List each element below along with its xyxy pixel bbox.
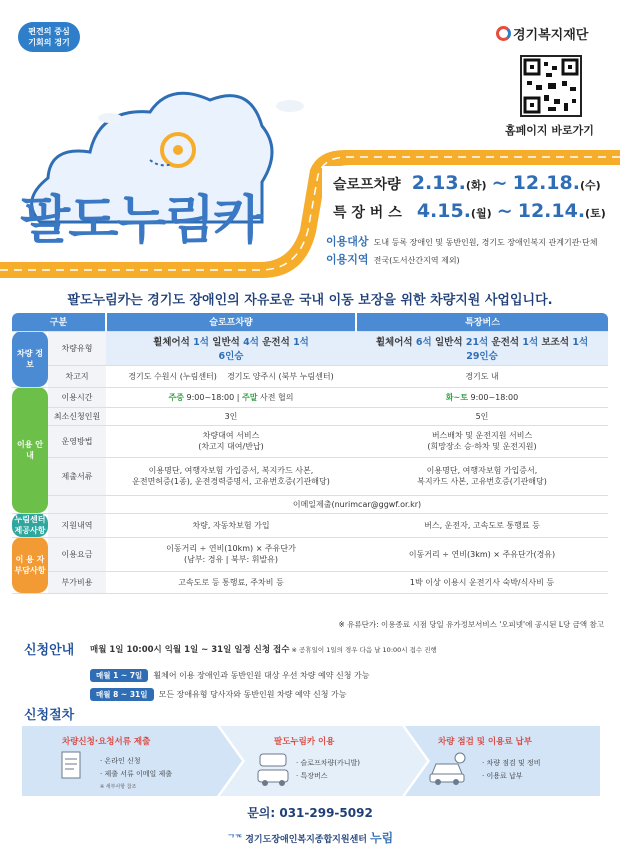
center-logo-mark: ᄀᄀᄃ xyxy=(226,835,243,845)
extra-bus: 1박 이상 이용시 운전기사 숙박/식사비 등 xyxy=(356,571,608,593)
type-slope: 휠체어석 1석 일반석 4석 운전석 1석 6인승 xyxy=(106,331,356,365)
method-bus: 버스배차 및 운전지원 서비스 (희망장소 승·하차 및 운전지원) xyxy=(356,425,608,457)
apply-title: 신청안내 xyxy=(24,643,75,658)
target-label: 이용대상 xyxy=(326,235,369,248)
support-slope: 차량, 자동차보험 가입 xyxy=(106,513,356,537)
col-slope: 슬로프차량 xyxy=(106,313,356,331)
qr-code-icon xyxy=(522,57,580,115)
cat-usage: 이용 안내 xyxy=(12,387,48,513)
slope-sep: ~ xyxy=(491,172,508,194)
slope-end: 12.18. xyxy=(512,172,580,194)
apply-text-1: 휠체어 이용 장애인과 동반인원 대상 우선 차량 예약 신청 가능 xyxy=(153,671,370,680)
step3-item2: · 이용료 납부 xyxy=(482,772,523,780)
target-text: 도내 등록 장애인 및 동반인원, 경기도 장애인복지 관계기관·단체 xyxy=(373,238,598,247)
slope-start-day: (화) xyxy=(465,179,487,192)
fee-bus: 이동거리 ÷ 연비(3km) × 주유단가(경유) xyxy=(356,537,608,571)
type-label: 차량유형 xyxy=(48,331,106,365)
step2-item1: · 슬로프차량(카니발) xyxy=(296,759,361,767)
qr-code[interactable] xyxy=(520,55,582,117)
method-label: 운영방법 xyxy=(48,425,106,457)
bus-sep: ~ xyxy=(496,200,513,222)
fee-label: 이용요금 xyxy=(48,537,106,571)
slope-start: 2.13. xyxy=(411,172,466,194)
apply-row-1 xyxy=(90,663,369,682)
bus-start: 4.15. xyxy=(416,200,471,222)
area-row xyxy=(326,248,460,267)
step1-item1: · 온라인 신청 xyxy=(100,757,141,765)
badge-line1: 편견의 중심 xyxy=(28,27,70,36)
badge-line2: 기회의 경기 xyxy=(28,38,70,47)
slope-schedule xyxy=(333,172,601,194)
car-check-icon xyxy=(428,752,468,786)
time-slope: 주중 9:00~18:00 | 주말 사전 협의 xyxy=(106,387,356,407)
min-label: 최소신청인원 xyxy=(48,407,106,425)
qr-label[interactable]: 홈페이지 바로가기 xyxy=(505,124,594,137)
service-table xyxy=(12,313,608,594)
target-row xyxy=(326,230,597,249)
min-bus: 5인 xyxy=(356,407,608,425)
cat-vehicle: 차량 정보 xyxy=(12,331,48,387)
process-title: 신청절차 xyxy=(24,708,75,723)
cat-fee: 이 용 자 부담사항 xyxy=(12,537,48,593)
page-title: 팔도누림카 xyxy=(20,191,262,251)
cat-center: 누림센터 제공사항 xyxy=(12,513,48,537)
bus-start-day: (월) xyxy=(470,207,492,220)
fuel-note: ※ 유류단가: 이용종료 시점 당일 유가정보서비스 '오피넷'에 공시된 L당 금액 참고 xyxy=(338,620,604,629)
method-slope: 차량대여 서비스 (차고지 대여/반납) xyxy=(106,425,356,457)
type-bus: 휠체어석 6석 일반석 21석 운전석 1석 보조석 1석 29인승 xyxy=(356,331,608,365)
docs-slope: 이용명단, 여행자보험 가입증서, 복지카드 사본, 운전면허증(1종), 운전경력증명서, 고유번호증(기관해당) xyxy=(106,457,356,495)
support-label: 지원내역 xyxy=(48,513,106,537)
garage-slope: 경기도 수원시 (누림센터) 경기도 양주시 (북부 누림센터) xyxy=(106,365,356,387)
time-label: 이용시간 xyxy=(48,387,106,407)
email-note: 이메일제출(nurimcar@ggwf.or.kr) xyxy=(106,495,608,513)
contact-phone[interactable]: 문의: 031-299-5092 xyxy=(247,806,373,820)
bus-label: 특 장 버 스 xyxy=(333,205,402,221)
apply-text-2: 모든 장애유형 당사자와 동반인원 차량 예약 신청 가능 xyxy=(158,690,347,699)
min-slope: 3인 xyxy=(106,407,356,425)
hero-banner xyxy=(0,0,620,285)
pill-late: 매월 8 ~ 31일 xyxy=(90,688,154,701)
footer-brand: 누림 xyxy=(370,831,394,845)
step1-item2: · 제출 서류 이메일 제출 xyxy=(100,770,172,778)
fee-slope: 이동거리 ÷ 연비(10km) × 주유단가 (남부: 경유 | 북부: 휘발유) xyxy=(106,537,356,571)
docs-bus: 이용명단, 여행자보험 가입증서, 복지카드 사본, 고유번호증(기관해당) xyxy=(356,457,608,495)
headline: 팔도누림카는 경기도 장애인의 자유로운 국내 이동 보장을 위한 차량지원 사업입니다. xyxy=(67,293,553,308)
step1-note: ※ 세부사항 참조 xyxy=(100,784,137,790)
footer-org: 경기도장애인복지종합지원센터 xyxy=(245,835,367,845)
apply-row-2 xyxy=(90,682,346,701)
garage-bus: 경기도 내 xyxy=(356,365,608,387)
area-label: 이용지역 xyxy=(326,253,369,266)
time-bus: 화~토 9:00~18:00 xyxy=(356,387,608,407)
foundation-logo-icon xyxy=(496,26,511,41)
pill-early: 매월 1 ~ 7일 xyxy=(90,669,148,682)
col-category: 구분 xyxy=(12,313,106,331)
document-icon xyxy=(60,750,86,782)
step2-item2: · 특장버스 xyxy=(296,772,328,780)
slope-end-day: (수) xyxy=(579,179,601,192)
garage-label: 차고지 xyxy=(48,365,106,387)
step2-title: 팔도누림카 이용 xyxy=(274,737,335,747)
area-text: 전국(도서산간지역 제외) xyxy=(373,256,460,265)
apply-main: 매월 1일 10:00시 익월 1일 ~ 31일 일정 신청 접수 ※ 공휴일이 1일의 경우 다음 날 10:00시 접수 진행 xyxy=(90,645,437,655)
vehicle-icon xyxy=(256,752,292,786)
slope-label: 슬로프차량 xyxy=(333,177,401,193)
step3-item1: · 차량 점검 및 정비 xyxy=(482,759,541,767)
org-logo xyxy=(496,24,588,43)
extra-slope: 고속도로 등 통행료, 주차비 등 xyxy=(106,571,356,593)
bus-end-day: (토) xyxy=(585,207,606,220)
step3-title: 차량 점검 및 이용료 납부 xyxy=(438,737,532,747)
step1-title: 차량신청·요청서류 제출 xyxy=(62,737,151,747)
docs-label: 제출서류 xyxy=(48,457,106,495)
footer xyxy=(0,829,620,846)
bus-schedule xyxy=(333,200,606,222)
org-logo-text: 경기복지재단 xyxy=(513,28,589,43)
support-bus: 버스, 운전자, 고속도로 통행료 등 xyxy=(356,513,608,537)
extra-label: 부가비용 xyxy=(48,571,106,593)
bus-end: 12.14. xyxy=(517,200,586,222)
slogan-badge xyxy=(18,22,80,52)
col-bus: 특장버스 xyxy=(356,313,608,331)
